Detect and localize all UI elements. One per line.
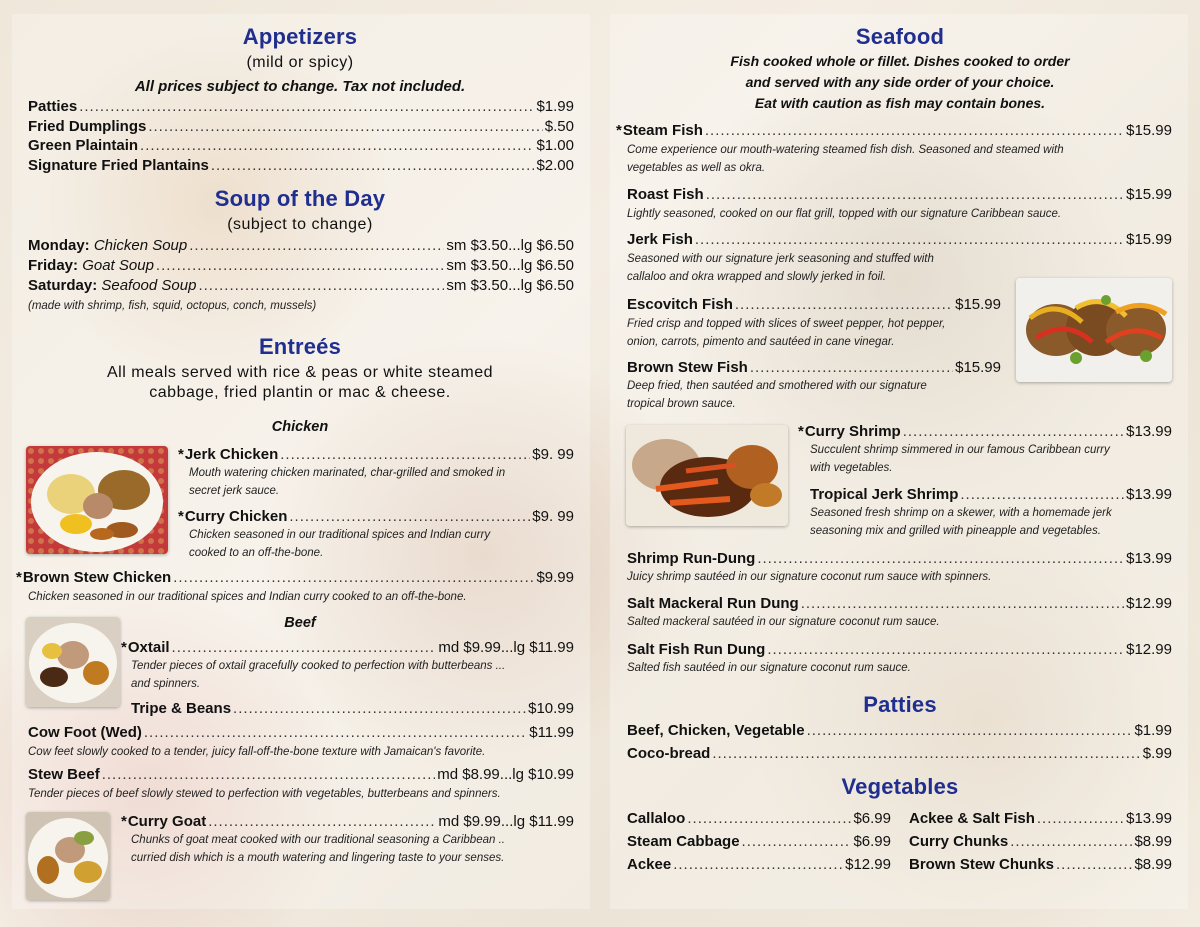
item-description: Salted fish sautéed in our signature coconut rum sauce. <box>627 662 911 674</box>
menu-item: Ackee & Salt Fish ..... $13.99 <box>909 810 1172 827</box>
menu-item-jerk-fish: Jerk Fish ..... $15.99 <box>627 231 1172 248</box>
item-description: Tender pieces of beef slowly stewed to perfection with vegetables, butterbeans and spinners. <box>28 788 501 800</box>
seafood-note-3: Eat with caution as fish may contain bones. <box>754 95 1046 111</box>
soup-subtitle: (subject to change) <box>227 216 373 233</box>
item-description: Seasoned fresh shrimp on a skewer, with a homemade jerk seasoning mix and grilled with pineapple and vegetables. <box>810 507 1112 537</box>
menu-item-jerk-chicken: *Jerk Chicken ..... $9. 99 <box>178 446 574 463</box>
item-description: Cow feet slowly cooked to a tender, juicy fall-off-the-bone texture with Jamaican's favorite. <box>28 746 486 758</box>
beef-heading: Beef <box>284 615 316 631</box>
appetizers-title: Appetizers <box>242 24 358 49</box>
appetizers-subtitle: (mild or spicy) <box>246 54 354 71</box>
oxtail-plate-photo <box>26 617 120 707</box>
menu-item-tripe-beans: Tripe & Beans ..... $10.99 <box>131 700 574 717</box>
menu-item-shrimp-run-dung: Shrimp Run-Dung ..... $13.99 <box>627 550 1172 567</box>
menu-item: Fried Dumplings ..... $.50 <box>28 118 574 135</box>
vegetables-title: Vegetables <box>841 774 959 799</box>
menu-item-curry-goat: *Curry Goat ..... md $9.99...lg $11.99 <box>121 813 574 830</box>
menu-item-oxtail: *Oxtail ..... md $9.99...lg $11.99 <box>121 639 574 656</box>
item-description: Fried crisp and topped with slices of sweet pepper, hot pepper, onion, carrots, pimento and sautéed in cane vinegar. <box>627 318 946 348</box>
menu-item: Brown Stew Chunks ..... $8.99 <box>909 856 1172 873</box>
item-description: Deep fried, then sautéed and smothered with our signature tropical brown sauce. <box>627 380 927 410</box>
chicken-plate-photo <box>26 446 168 554</box>
menu-item: Curry Chunks ..... $8.99 <box>909 833 1172 850</box>
item-description: Seasoned with our signature jerk seasoning and stuffed with callaloo and okra wrapped and slowly jerked in foil. <box>627 253 934 283</box>
patties-title: Patties <box>863 692 937 717</box>
seafood-note-1: Fish cooked whole or fillet. Dishes cooked to order <box>730 53 1070 69</box>
soup-row: Friday: Goat Soup ..... sm $3.50...lg $6.50 <box>28 257 574 274</box>
seafood-note-2: and served with any side order of your choice. <box>745 74 1055 90</box>
menu-item-salt-mackeral: Salt Mackeral Run Dung ..... $12.99 <box>627 595 1172 612</box>
item-description: Chunks of goat meat cooked with our traditional seasoning a Caribbean .. curried dish which is a mouth watering and lingering taste to your senses. <box>131 834 505 864</box>
menu-item: Steam Cabbage ..... $6.99 <box>627 833 891 850</box>
menu-item: Coco-bread ..... $.99 <box>627 745 1172 762</box>
item-description: Salted mackeral sautéed in our signature coconut rum sauce. <box>627 616 940 628</box>
soup-row: Saturday: Seafood Soup ..... sm $3.50...lg $6.50 <box>28 277 574 294</box>
escovitch-fish-photo <box>1016 278 1172 382</box>
price-note: All prices subject to change. Tax not included. <box>134 78 466 95</box>
item-description: Come experience our mouth-watering steamed fish dish. Seasoned and steamed with vegetables as well as okra. <box>627 144 1064 174</box>
item-description: Mouth watering chicken marinated, char-grilled and smoked in secret jerk sauce. <box>189 467 506 497</box>
menu-item: Green Plaintain ..... $1.00 <box>28 137 574 154</box>
seafood-title: Seafood <box>855 24 945 49</box>
menu-item-roast-fish: Roast Fish ..... $15.99 <box>627 186 1172 203</box>
menu-item-stew-beef: Stew Beef ..... md $8.99...lg $10.99 <box>28 766 574 783</box>
shrimp-plate-photo <box>626 425 788 526</box>
item-description: Chicken seasoned in our traditional spices and Indian curry cooked to an off-the-bone. <box>28 591 467 603</box>
entrees-title: Entreés <box>258 334 342 359</box>
item-description: Tender pieces of oxtail gracefully cooked to perfection with butterbeans ... and spinners. <box>131 660 506 690</box>
soup-footnote: (made with shrimp, fish, squid, octopus, conch, mussels) <box>28 300 317 312</box>
menu-item-cow-foot: Cow Foot (Wed) ..... $11.99 <box>28 724 574 741</box>
item-description: Lightly seasoned, cooked on our flat grill, topped with our signature Caribbean sauce. <box>627 208 1062 220</box>
item-description: Succulent shrimp simmered in our famous Caribbean curry with vegetables. <box>810 444 1110 474</box>
entrees-note-2: cabbage, fried plantin or mac & cheese. <box>149 384 451 401</box>
item-description: Chicken seasoned in our traditional spices and Indian curry cooked to an off-the-bone. <box>189 529 491 559</box>
item-description: Juicy shrimp sautéed in our signature coconut rum sauce with spinners. <box>627 571 992 583</box>
menu-item-brown-stew-chicken: *Brown Stew Chicken ..... $9.99 <box>16 569 574 586</box>
menu-item-brown-stew-fish: Brown Stew Fish ..... $15.99 <box>627 359 1001 376</box>
chicken-heading: Chicken <box>271 419 329 435</box>
menu-item-tropical-jerk-shrimp: Tropical Jerk Shrimp ..... $13.99 <box>810 486 1172 503</box>
soup-row: Monday: Chicken Soup ..... sm $3.50...lg $6.50 <box>28 237 574 254</box>
menu-item-curry-shrimp: *Curry Shrimp ..... $13.99 <box>798 423 1172 440</box>
menu-item: Beef, Chicken, Vegetable ..... $1.99 <box>627 722 1172 739</box>
menu-item: Signature Fried Plantains ..... $2.00 <box>28 157 574 174</box>
menu-item-salt-fish: Salt Fish Run Dung ..... $12.99 <box>627 641 1172 658</box>
curry-goat-plate-photo <box>26 812 110 900</box>
menu-item-steam-fish: *Steam Fish ..... $15.99 <box>616 122 1172 139</box>
menu-item: Patties ..... $1.99 <box>28 98 574 115</box>
menu-item: Ackee ..... $12.99 <box>627 856 891 873</box>
menu-item-escovitch-fish: Escovitch Fish ..... $15.99 <box>627 296 1001 313</box>
menu-item: Callaloo ..... $6.99 <box>627 810 891 827</box>
entrees-note-1: All meals served with rice & peas or white steamed <box>106 364 494 381</box>
menu-item-curry-chicken: *Curry Chicken ..... $9. 99 <box>178 508 574 525</box>
soup-title: Soup of the Day <box>214 186 386 211</box>
